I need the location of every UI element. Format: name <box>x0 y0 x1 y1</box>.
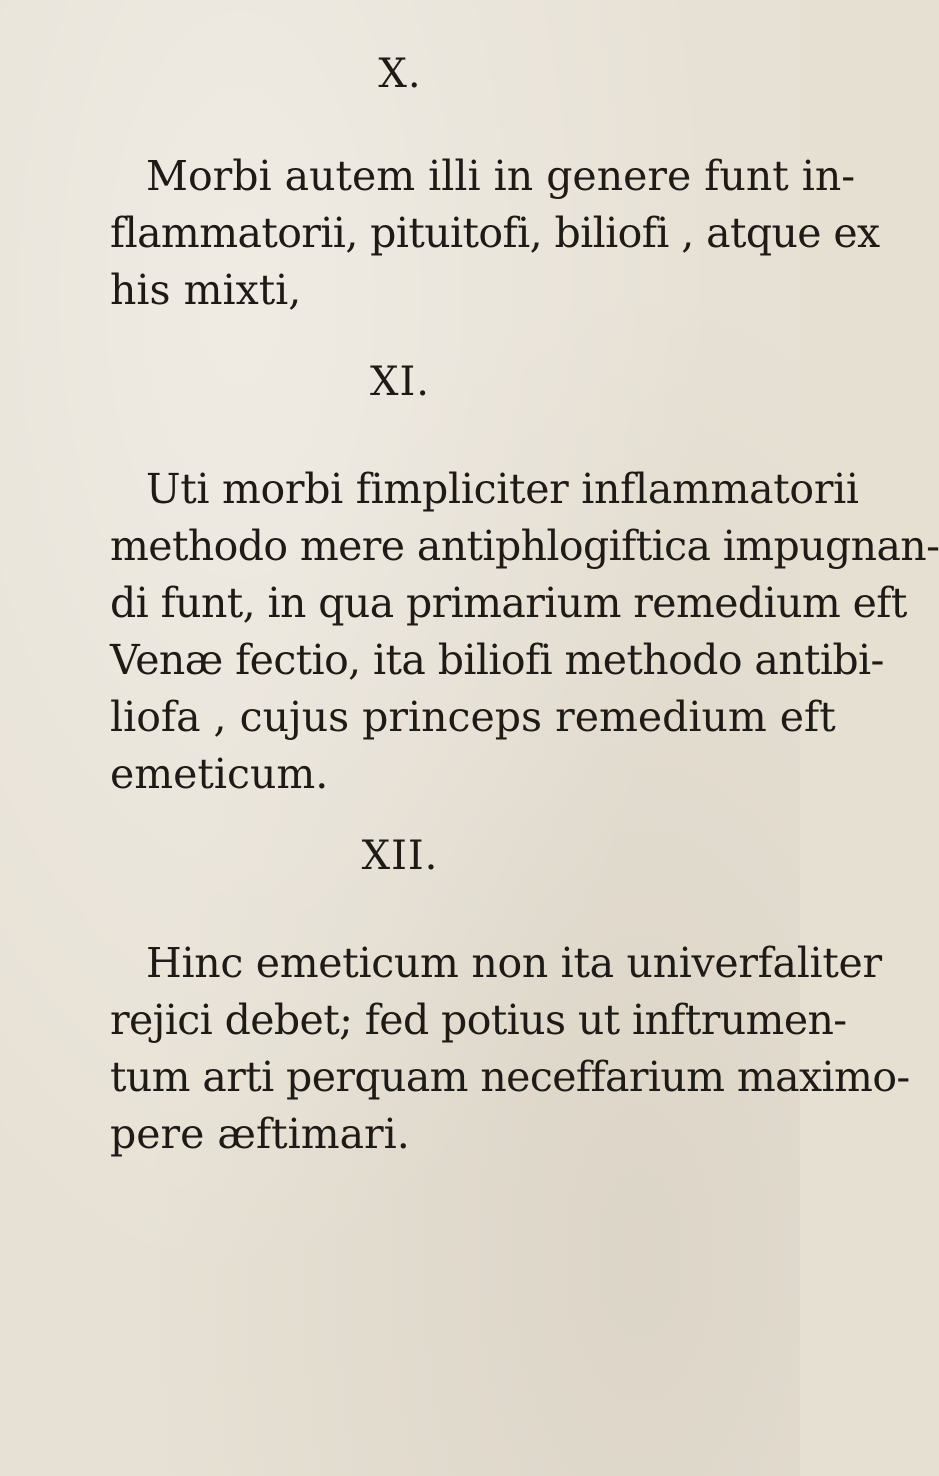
paragraph-xii <box>110 935 910 1163</box>
section-heading-x: X. <box>378 51 422 97</box>
text-line: Venæ fectio, ita biliofi methodo antibi- <box>110 636 884 684</box>
text-line: di funt, in qua primarium remedium eft <box>110 579 907 627</box>
text-line: rejici debet; fed potius ut inftrumen- <box>110 996 847 1044</box>
text-line: liofa , cujus princeps remedium eft <box>110 693 836 741</box>
text-line: his mixti, <box>110 266 302 314</box>
section-heading-xii: XII. <box>361 833 439 879</box>
text-line: flammatorii, pituitofi, biliofi , atque ex <box>110 209 880 257</box>
paragraph-xi <box>110 461 939 803</box>
text-line: pere æftimari. <box>110 1110 410 1158</box>
text-line: Hinc emeticum non ita univerfaliter <box>146 939 882 987</box>
text-line: Morbi autem illi in genere funt in- <box>146 152 856 200</box>
section-heading-xi: XI. <box>370 359 430 405</box>
text-line: methodo mere antiphlogiftica impugnan- <box>110 522 939 570</box>
text-line: tum arti perquam neceffarium maximo- <box>110 1053 910 1101</box>
text-line: Uti morbi fimpliciter inflammatorii <box>146 465 859 513</box>
paragraph-x <box>110 148 880 319</box>
text-line: emeticum. <box>110 750 329 798</box>
